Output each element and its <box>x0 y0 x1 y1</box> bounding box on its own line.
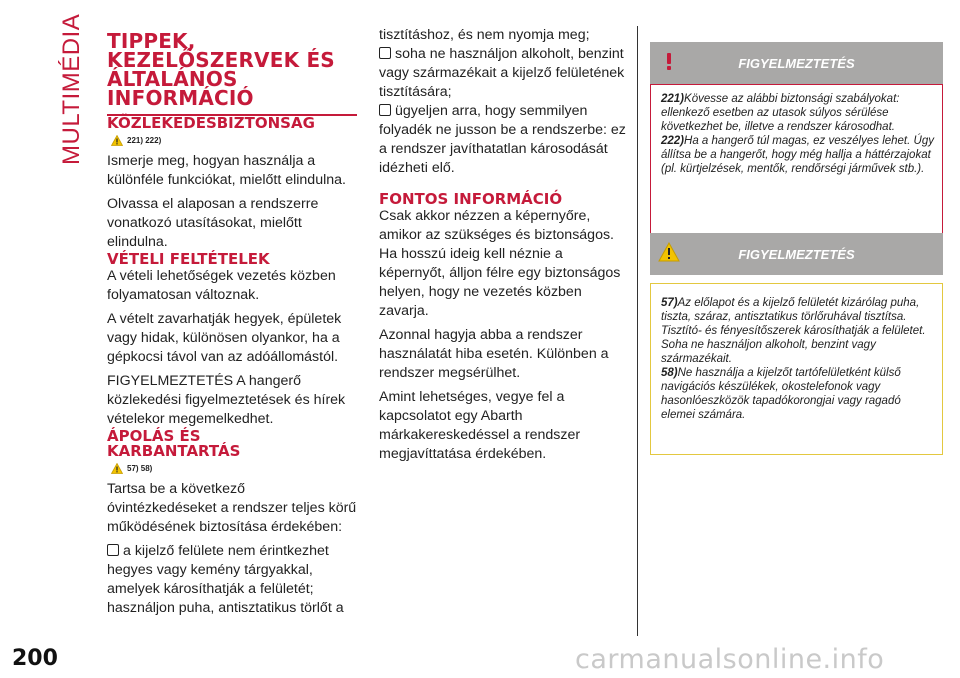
column-divider <box>637 26 638 636</box>
warning-box-body <box>650 283 943 455</box>
warning-box-body <box>650 84 943 240</box>
warning-reference <box>111 135 357 146</box>
warning-box-safety <box>650 42 943 240</box>
heading-veteli-feltetelek: VÉTELI FELTÉTELEK <box>107 250 270 268</box>
warning-ref-numbers: 221) 222) <box>127 136 162 145</box>
paragraph: A vételi lehetőségek vezetés közben folyamatosan változnak. <box>107 268 336 303</box>
checkbox-bullet-icon <box>379 47 391 59</box>
warning-item-221: 221)Kövesse az alábbi biztonsági szabályokat: ellenkező esetben az utasok súlyos sérülése következhet be, illetve a rendszer károsodhat. <box>661 93 900 133</box>
paragraph: Tartsa be a következő óvintézkedéseket a rendszer teljes körű működésének biztosítása érdekében: <box>107 481 357 535</box>
column-middle <box>379 26 627 464</box>
warning-box-care <box>650 233 943 455</box>
heading-fontos-informacio: FONTOS INFORMÁCIÓ <box>379 190 563 208</box>
warning-box-title: FIGYELMEZTETÉS <box>738 55 855 71</box>
section-side-tab <box>55 13 85 170</box>
paragraph: FIGYELMEZTETÉS A hangerő közlekedési figyelmeztetések és hírek vételekor megemelkedhet. <box>107 373 346 427</box>
warning-item-222: 222)Ha a hangerő túl magas, ez veszélyes lehet. Úgy állítsa be a hangerőt, hogy még hallja a háttérzajokat (pl. kürtjelzések, mentők, rendőrségi járművek stb.). <box>661 135 934 175</box>
paragraph: Csak akkor nézzen a képernyőre, amikor az szükséges és biztonságos. Ha hosszú ideig kell néznie a képernyőt, álljon félre egy biztonságos helyen, hogy ne vezetés közben zavarja. <box>379 208 621 319</box>
paragraph: Amint lehetséges, vegye fel a kapcsolatot egy Abarth márkakereskedéssel a rendszer megjavíttatása érdekében. <box>379 389 581 462</box>
side-tab-label: MULTIMÉDIA <box>58 13 85 165</box>
bullet-item: a kijelző felülete nem érintkezhet hegyes vagy kemény tárgyakkal, amelyek károsíthatják a felületét; használjon puha, antisztatikus törlőt a <box>107 543 344 616</box>
bullet-item: ügyeljen arra, hogy semmilyen folyadék ne jusson be a rendszerbe: ez a rendszer javíthatatlan károsodását idézheti elő. <box>379 103 626 176</box>
warning-item-57: 57)Az előlapot és a kijelző felületét kizárólag puha, tiszta, száraz, antisztatikus törlőruhával tisztítsa. Tisztító- és fényesítőszerek károsíthatják a felületet. Soha ne használjon alkoholt, benzint vagy származékait. <box>661 297 926 365</box>
page-number: 200 <box>12 646 58 671</box>
warning-box-header <box>650 42 943 84</box>
heading-kozlekedesbiztonsag: KÖZLEKEDÉSBIZTONSÁG <box>107 114 315 132</box>
column-left <box>107 22 357 618</box>
warning-icon <box>658 51 680 71</box>
warning-box-title: FIGYELMEZTETÉS <box>738 246 855 262</box>
heading-apolas-es-karbantartas: ÁPOLÁS ÉS KARBANTARTÁS <box>107 427 241 460</box>
paragraph: tisztításhoz, és nem nyomja meg; <box>379 27 590 43</box>
paragraph: Ismerje meg, hogyan használja a különféle funkciókat, mielőtt elindulna. <box>107 153 346 188</box>
page-title: TIPPEK, KEZELŐSZERVEK ÉS ÁLTALÁNOS INFORMÁCIÓ <box>107 32 357 116</box>
warning-box-header <box>650 233 943 275</box>
checkbox-bullet-icon <box>379 104 391 116</box>
paragraph: A vételt zavarhatják hegyek, épületek vagy hidak, különösen olyankor, ha a gépkocsi távol van az adóállomástól. <box>107 311 342 365</box>
paragraph: Olvassa el alaposan a rendszerre vonatkozó utasításokat, mielőtt elindulna. <box>107 196 319 250</box>
paragraph: Azonnal hagyja abba a rendszer használatát hiba esetén. Különben a rendszer megsérülhet. <box>379 327 609 381</box>
warning-reference <box>111 463 357 474</box>
warning-triangle-icon <box>111 463 123 474</box>
bullet-item: soha ne használjon alkoholt, benzint vagy származékait a kijelző felületének tisztítására; <box>379 46 625 100</box>
checkbox-bullet-icon <box>107 544 119 556</box>
watermark: carmanualsonline.info <box>575 644 885 675</box>
warning-triangle-icon <box>111 135 123 146</box>
warning-item-58: 58)Ne használja a kijelzőt tartófelületként külső navigációs készülékek, okostelefonok vagy hasonlóeszközök tapadókorongjai vagy ragadó elemei számára. <box>661 367 901 421</box>
warning-triangle-icon <box>658 242 680 262</box>
warning-ref-numbers: 57) 58) <box>127 464 153 473</box>
